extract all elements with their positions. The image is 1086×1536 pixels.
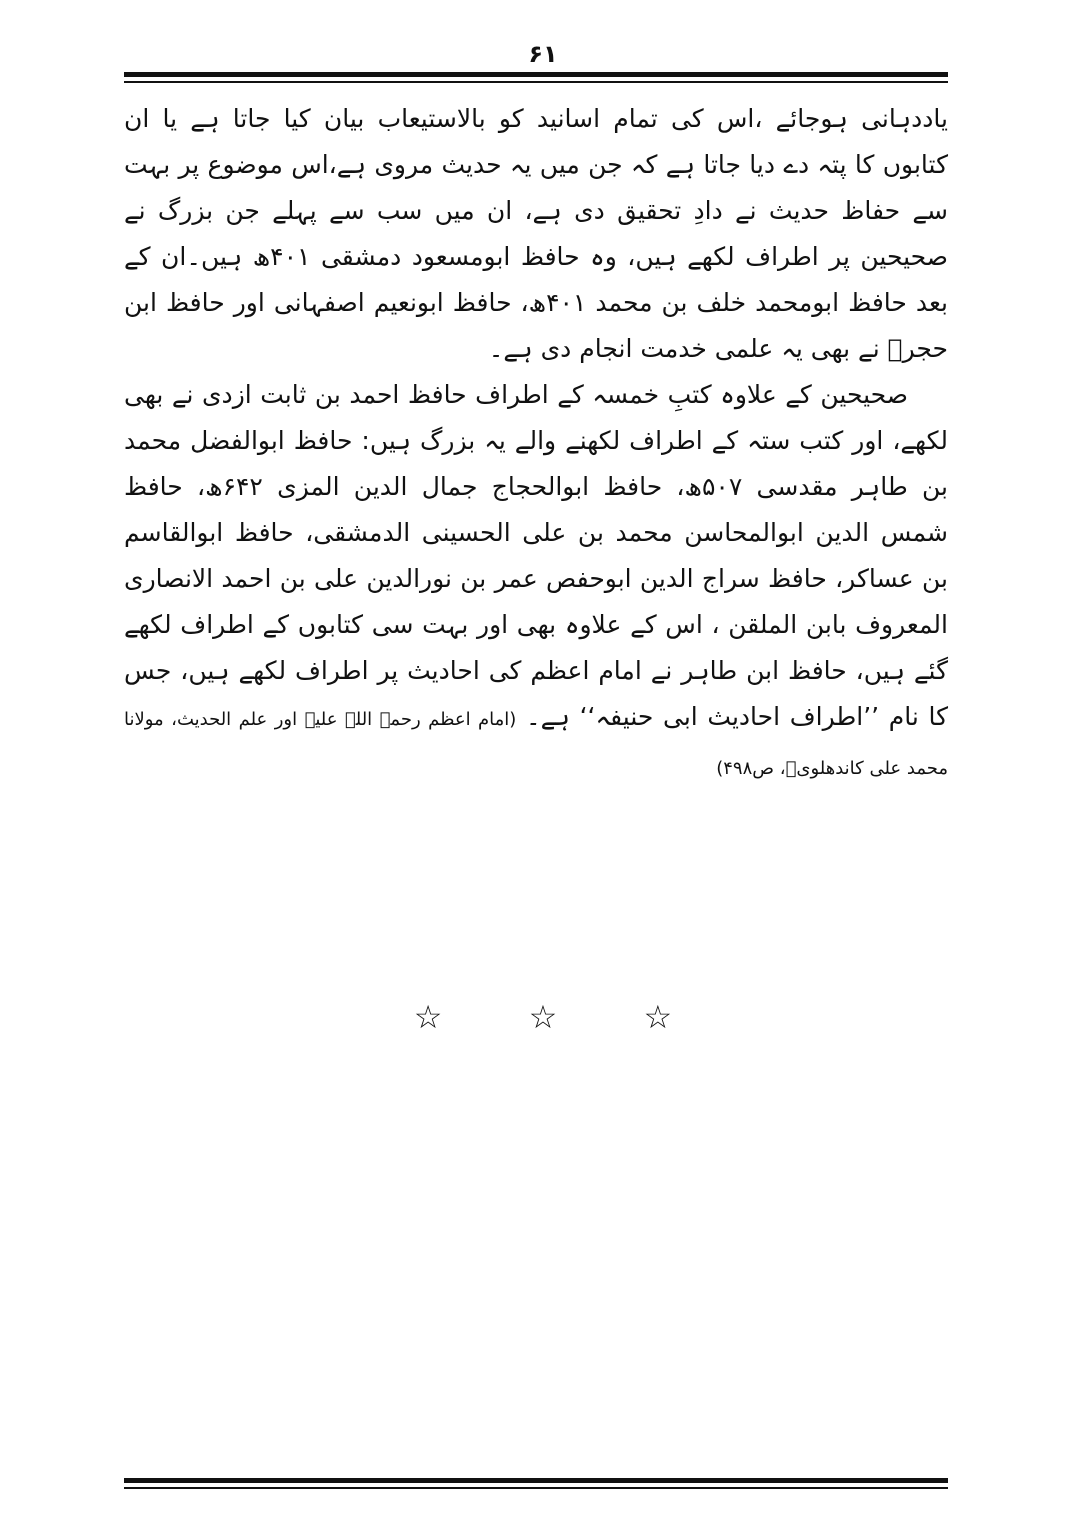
header-rule-thick <box>124 72 948 77</box>
citation: (امام اعظم رحمۃ اللہ علیہ اور علم الحدیث، مولانا محمد علی کاندھلویؒ، ص۴۹۸) <box>124 709 948 779</box>
page-number: ۶۱ <box>528 40 558 68</box>
footer-rule-thick <box>124 1478 948 1483</box>
footer-rule-thin <box>124 1487 948 1489</box>
header-rule-thin <box>124 81 948 83</box>
star-icon: ☆ <box>528 998 558 1036</box>
paragraph-2 <box>124 372 948 792</box>
section-divider-stars <box>0 998 1086 1036</box>
header-rule <box>124 72 948 83</box>
star-icon: ☆ <box>643 998 673 1036</box>
paragraph-2-text: صحیحین کے علاوہ کتبِ خمسہ کے اطراف حافظ احمد بن ثابت ازدی نے بھی لکھے، اور کتب ستہ کے اطراف لکھنے والے یہ بزرگ ہیں: حافظ ابوالفضل محمد بن طاہر مقدسی ۵۰۷ھ، حافظ ابوالحجاج جمال الدین المزی ۶۴۲ھ، حافظ شمس الدین ابوالمحاسن محمد بن علی الحسینی الدمشقی، حافظ ابوالقاسم بن عساکر، حافظ سراج الدین ابوحفص عمر بن نورالدین علی بن احمد الانصاری المعروف بابن الملقن ، اس کے علاوہ بھی اور بہت سی کتابوں کے اطراف لکھے گئے ہیں، حافظ ابن طاہر نے امام اعظم کی احادیث پر اطراف لکھے ہیں، جس کا نام ’’اطراف احادیث ابی حنیفہ‘‘ ہے۔ <box>124 380 949 731</box>
footer-rule <box>124 1478 948 1489</box>
body-text <box>124 96 948 792</box>
paragraph-1: یاددہانی ہوجائے ،اس کی تمام اسانید کو بالاستیعاب بیان کیا جاتا ہے یا ان کتابوں کا پتہ دے دیا جاتا ہے کہ جن میں یہ حدیث مروی ہے،اس موضوع پر بہت سے حفاظ حدیث نے دادِ تحقیق دی ہے، ان میں سب سے پہلے جن بزرگ نے صحیحین پر اطراف لکھے ہیں، وہ حافظ ابومسعود دمشقی ۴۰۱ھ ہیں۔ان کے بعد حافظ ابومحمد خلف بن محمد ۴۰۱ھ، حافظ ابونعیم اصفہانی اور حافظ ابن حجرؒ نے بھی یہ علمی خدمت انجام دی ہے۔ <box>124 104 949 363</box>
star-icon: ☆ <box>413 998 443 1036</box>
